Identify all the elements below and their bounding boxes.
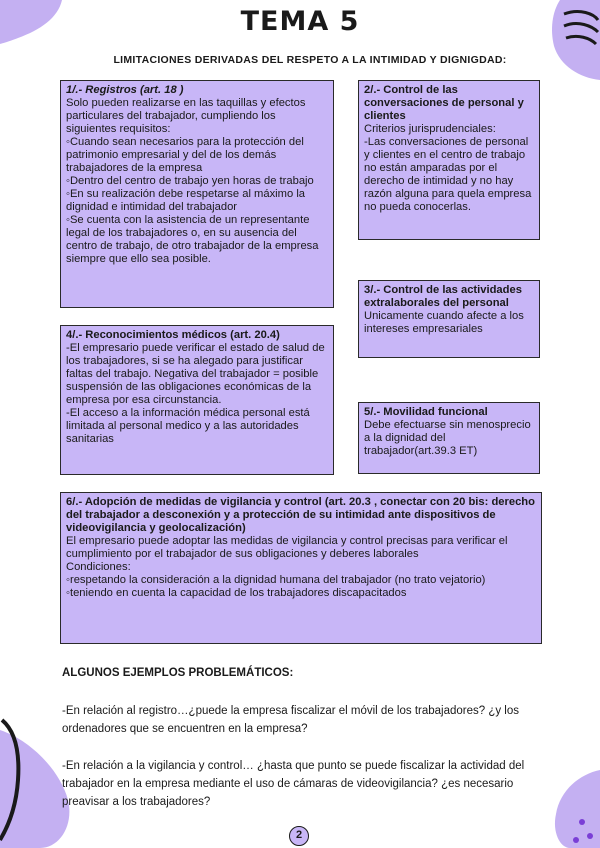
- box-conversaciones-heading: 2/.- Control de las conversaciones de personal y clientes: [364, 84, 524, 122]
- box-extralaborales-line: Unicamente cuando afecte a los intereses empresariales: [364, 310, 524, 335]
- box-medicos-line: -El empresario puede verificar el estado de salud de los trabajadores, si se ha alegado para justificar faltas del trabajo. Negativa del trabajador = posible suspensión de las obligaciones económicas de la empresa por esa circunstancia.: [66, 342, 325, 406]
- box-registros-line: ◦En su realización debe respetarse al máximo la dignidad e intimidad del trabajador: [66, 188, 306, 213]
- box-conversaciones-line: Criterios jurisprudenciales:: [364, 123, 496, 135]
- box-vigilancia-control: [60, 492, 542, 644]
- box-registros: [60, 80, 334, 308]
- box-registros-line: ◦Cuando sean necesarios para la protección del patrimonio empresarial y del de los demás trabajadores de la empresa: [66, 136, 304, 174]
- box-registros-line: Solo pueden realizarse en las taquillas y efectos particulares del trabajador, cumpliendo los siguientes requisitos:: [66, 97, 306, 135]
- page-number-badge: 2: [289, 826, 309, 846]
- page-title: TEMA 5: [240, 6, 360, 37]
- box-vigilancia-line: ◦teniendo en cuenta la capacidad de los trabajadores discapacitados: [66, 587, 407, 599]
- examples-heading: ALGUNOS EJEMPLOS PROBLEMÁTICOS:: [62, 667, 294, 679]
- box-registros-heading: 1/.- Registros (art. 18 ): [66, 84, 184, 96]
- example-paragraph-registro: -En relación al registro…¿puede la empresa fiscalizar el móvil de los trabajadores? ¿y los ordenadores que se encuentren en la empresa?: [62, 705, 520, 735]
- box-movilidad-line: Debe efectuarse sin menosprecio a la dignidad del trabajador(art.39.3 ET): [364, 419, 531, 457]
- box-registros-line: ◦Se cuenta con la asistencia de un representante legal de los trabajadores o, en su ausencia del centro de trabajo, de otro trabajador de la empresa siempre que ello sea posible.: [66, 214, 319, 265]
- box-movilidad-funcional: [358, 402, 540, 474]
- box-movilidad-heading: 5/.- Movilidad funcional: [364, 406, 488, 418]
- page-subtitle: LIMITACIONES DERIVADAS DEL RESPETO A LA INTIMIDAD Y DIGNIGDAD:: [113, 54, 507, 66]
- example-paragraph-vigilancia: -En relación a la vigilancia y control… ¿hasta que punto se puede fiscalizar la actividad del trabajador en la empresa mediante el uso de cámaras de videovigilancia? ¿es necesario preavisar a los trabajadores?: [62, 760, 525, 808]
- box-vigilancia-heading: 6/.- Adopción de medidas de vigilancia y control (art. 20.3 , conectar con 20 bis: derecho del trabajador a desconexión y a protección de su intimidad ante dispositivos de videovigilancia y geolocalización): [66, 496, 535, 534]
- box-extralaborales-heading: 3/.- Control de las actividades extralaborales del personal: [364, 284, 522, 309]
- box-vigilancia-line: ◦respetando la consideración a la dignidad humana del trabajador (no trato vejatorio): [66, 574, 486, 586]
- box-conversaciones: [358, 80, 540, 240]
- box-medicos-line: -El acceso a la información médica personal está limitada al personal medico y a las autoridades sanitarias: [66, 407, 310, 445]
- box-medicos-heading: 4/.- Reconocimientos médicos (art. 20.4): [66, 329, 280, 341]
- box-extralaborales: [358, 280, 540, 358]
- box-reconocimientos-medicos: [60, 325, 334, 475]
- box-vigilancia-line: El empresario puede adoptar las medidas de vigilancia y control precisas para verificar el cumplimiento por el trabajador de sus obligaciones y deberes laborales: [66, 535, 508, 560]
- box-registros-line: ◦Dentro del centro de trabajo yen horas de trabajo: [66, 175, 314, 187]
- box-vigilancia-line: Condiciones:: [66, 561, 131, 573]
- box-conversaciones-line: -Las conversaciones de personal y clientes en el centro de trabajo no están amparadas por el derecho de intimidad y no hay razón alguna para quela empresa no pueda conocerlas.: [364, 136, 532, 213]
